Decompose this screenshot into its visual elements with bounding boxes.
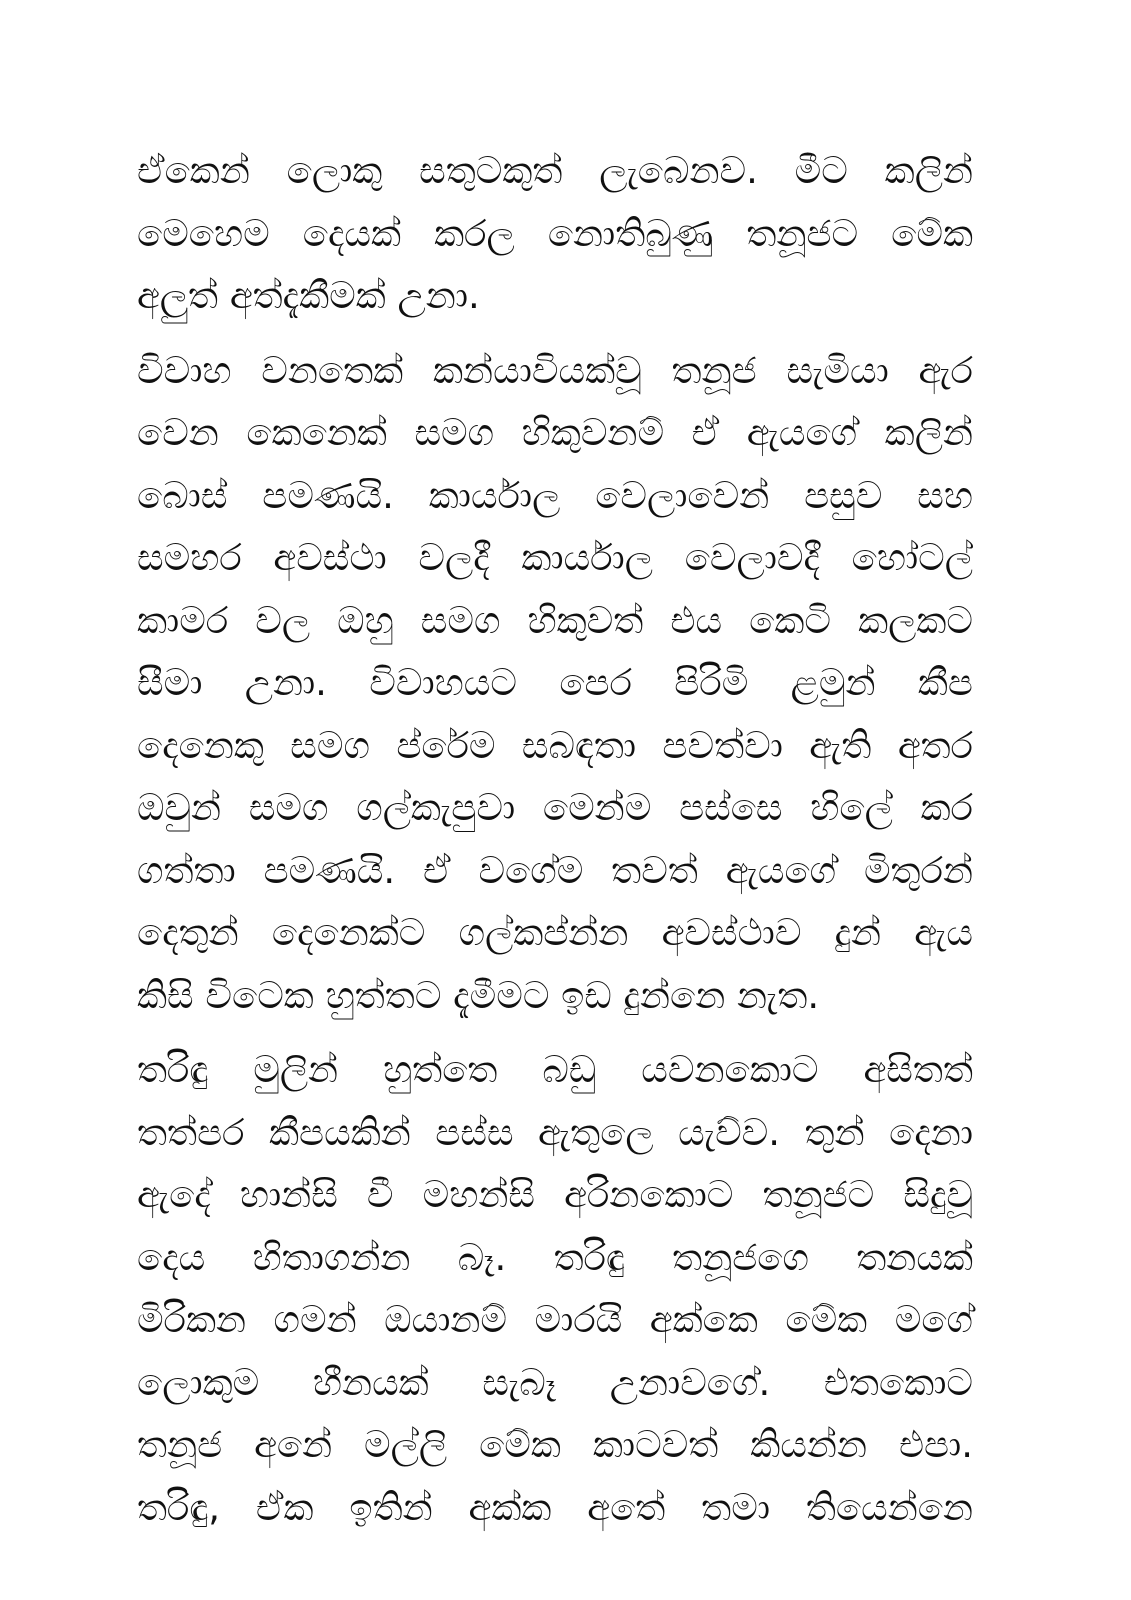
text-line: ඇදේ හාන්සි වී මහන්සි අරිනකොට තනූජට සිදුවූ	[137, 1173, 973, 1216]
text-line: තරිඳු මුලින් හුත්තෙ බඩු යවනකොට අසිතත්	[137, 1048, 973, 1091]
text-line: සමහර අවස්ථා වලදී කාර්යාල වෙලාවදී හෝටල්	[137, 536, 973, 579]
text-line: කිසි විටෙක හුත්තට දැමීමට ඉඩ දුන්නෙ නැත.	[137, 973, 820, 1017]
text-line: සීමා උනා. විවාහයට පෙර පිරිමි ළමුන් කීප	[137, 661, 973, 704]
text-line: කාමර වල ඔහු සමග හිකුවත් එය කෙටි කලකට	[137, 598, 973, 642]
text-line: තනූජ අනේ මල්ලි මේක කාටවත් කියන්න එපා.	[137, 1423, 973, 1466]
text-line: බොස් පමණයි. කාර්යාල වෙලාවෙන් පසුව සහ	[137, 473, 973, 517]
text-line: තරිඳු, ඒක ඉතින් අක්ක අතේ තමා තියෙන්නෙ	[137, 1485, 973, 1529]
text-line: ඒකෙන් ලොකු සතුටකුත් ලැබෙනව. මීට කලින්	[137, 149, 973, 192]
paragraph-1	[137, 140, 973, 328]
text-line: වෙන කෙනෙක් සමග හිකුවනම් ඒ ඇයගේ කලින්	[137, 411, 973, 454]
text-line: ලොකුම හීනයක් සැබෑ උනාවගේ. එතකොට	[137, 1360, 973, 1404]
paragraph-2	[137, 340, 973, 1028]
text-line: දෙය හිතාගන්න බෑ. තරිඳු තනූජගෙ තනයක්	[137, 1235, 973, 1279]
text-line: ගත්තා පමණයි. ඒ වගේම තවත් ඇයගේ මිතුරන්	[137, 848, 973, 892]
text-line: ඔවුන් සමග ගල්කැපුවා මෙන්ම පස්සෙ හිලේ කර	[137, 786, 973, 829]
text-line: විවාහ වනතෙක් කන්යාවියක්වූ තනූජ සැමියා ඇර	[137, 348, 973, 392]
body-text	[137, 140, 973, 1551]
text-line: අලුත් අත්දැකීමක් උනා.	[137, 274, 480, 317]
text-line: තත්පර කීපයකින් පස්ස ඇතුලෙ යැව්ව. තුන් දෙනා	[137, 1110, 973, 1154]
text-line: මිරිකන ගමන් ඔයානම් මාරයි අක්කෙ මේක මගේ	[137, 1298, 973, 1341]
text-line: දෙනෙකු සමග ප්රේම සබඳතා පවත්වා ඇති අතර	[137, 723, 973, 767]
text-line: මෙහෙම දෙයක් කරල නොතිබුණු තනූජට මේක	[137, 211, 973, 255]
paragraph-3	[137, 1039, 973, 1539]
text-line: දෙතුන් දෙනෙක්ට ගල්කප්න්න අවස්ථාව දුන් ඇය	[137, 911, 973, 954]
